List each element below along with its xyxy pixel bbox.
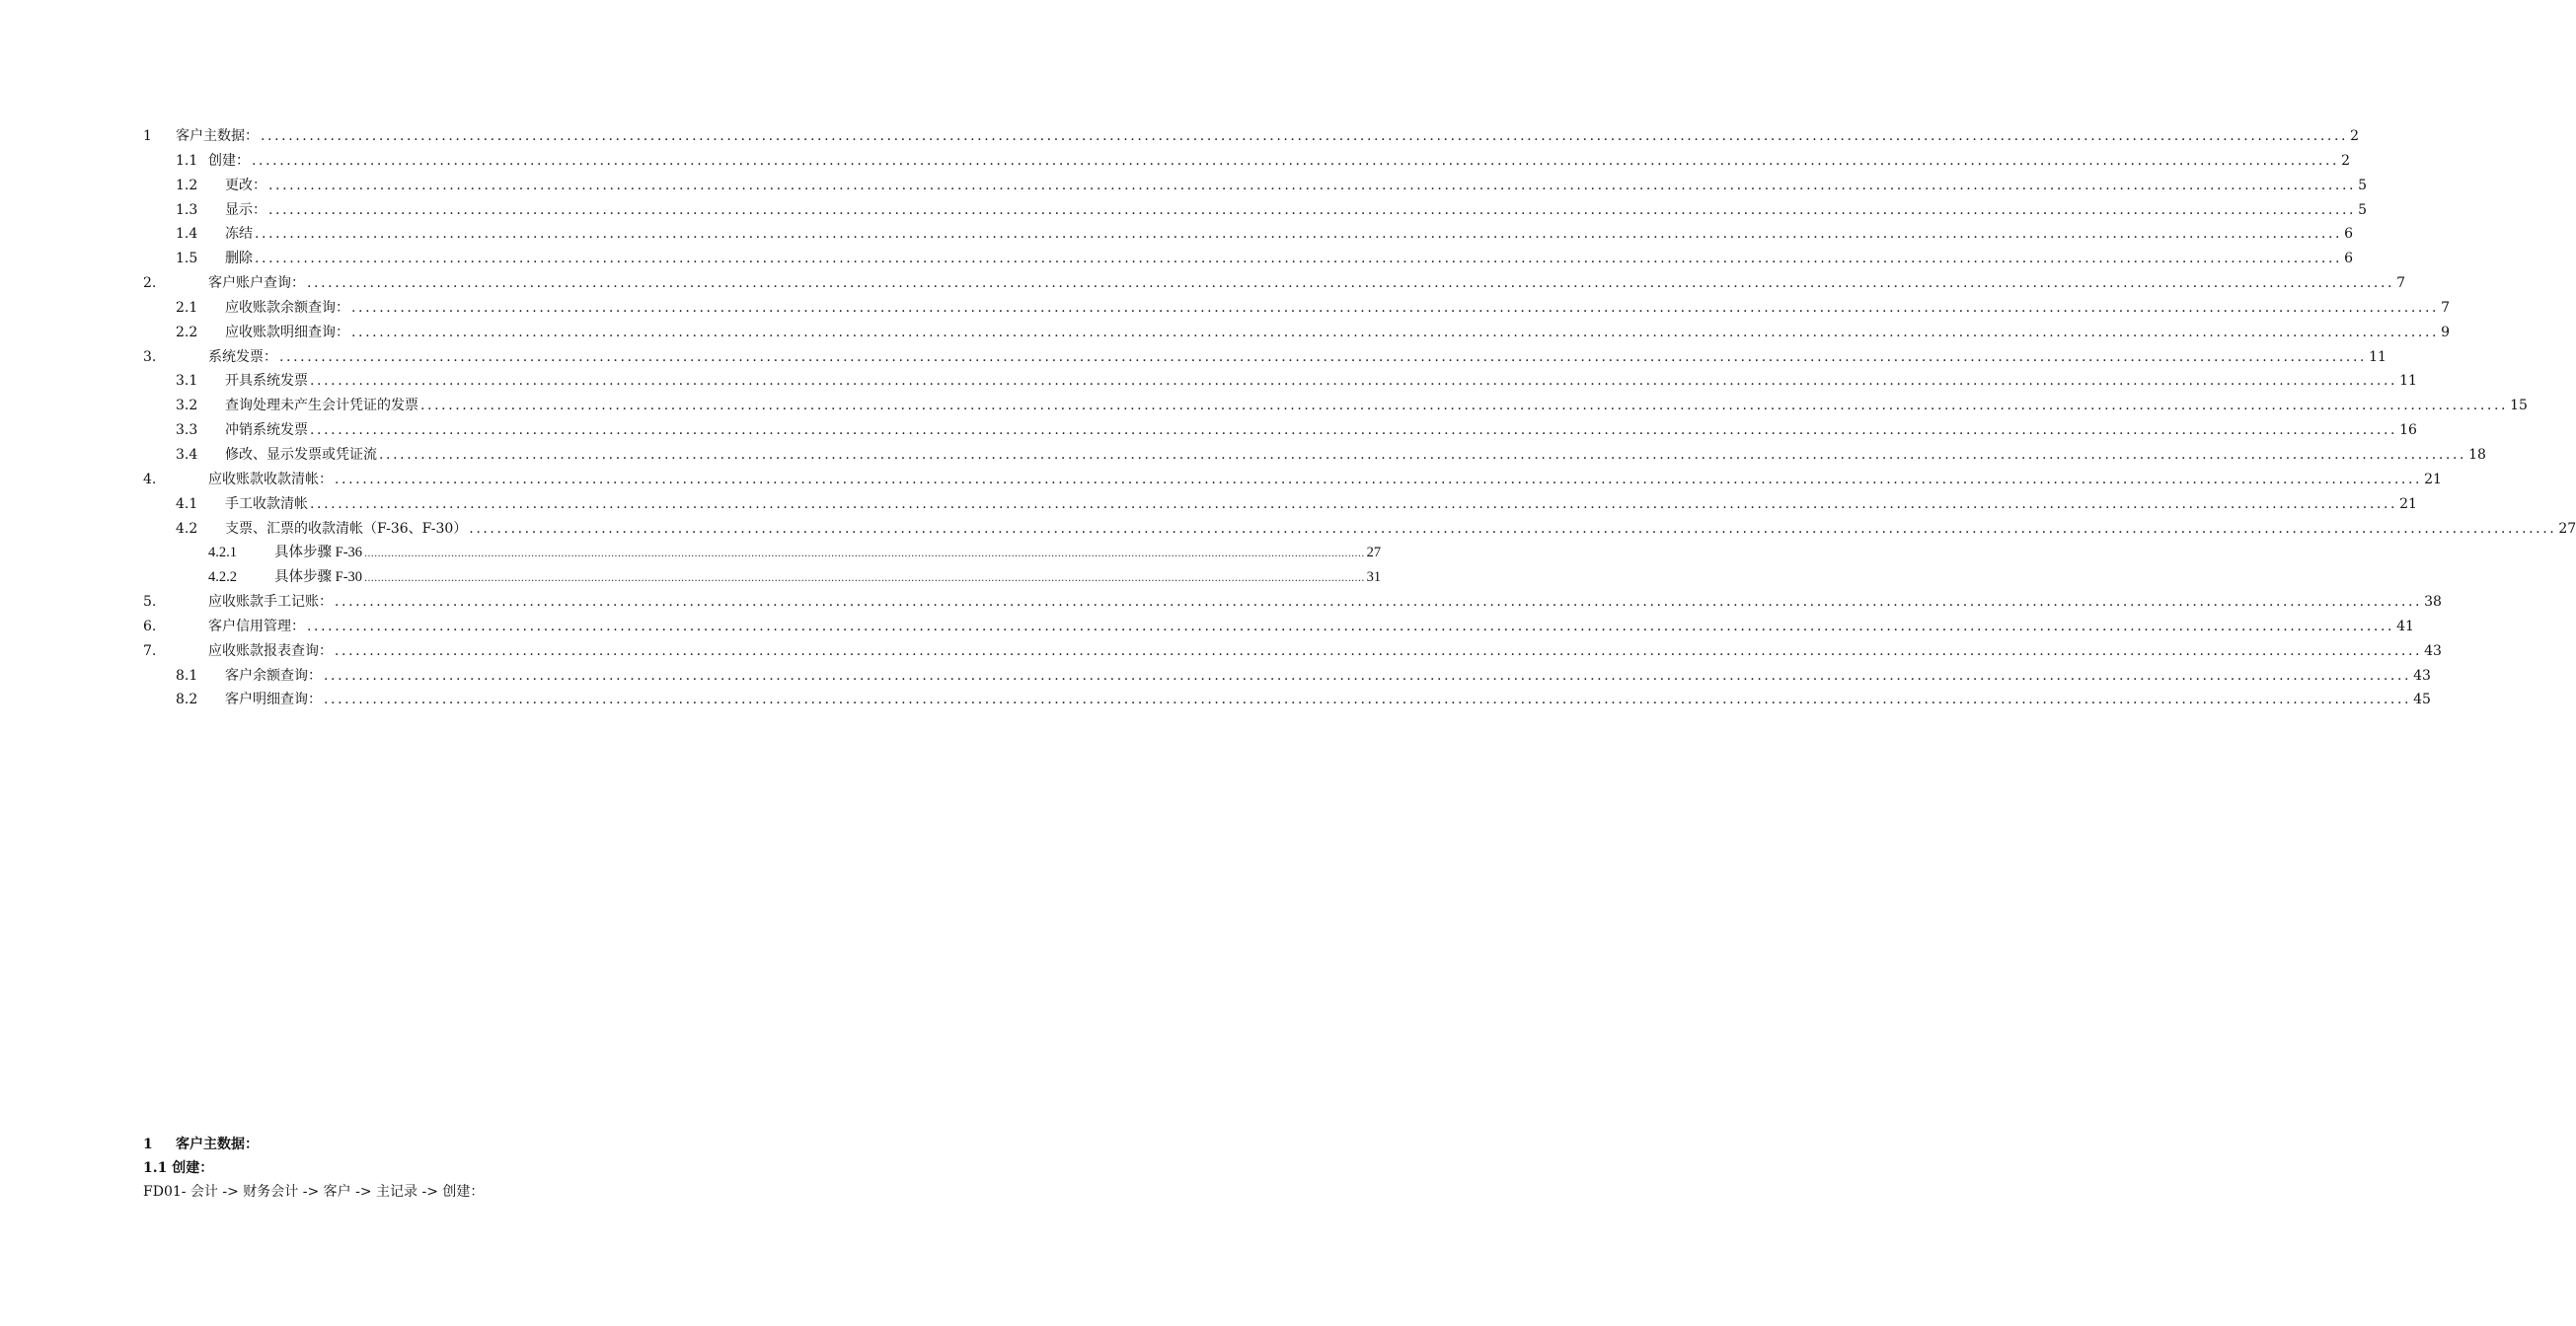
toc-entry[interactable]	[143, 492, 2417, 517]
toc-entry-title: 修改、显示发票或凭证流	[225, 446, 377, 463]
toc-entry-number: 7.	[143, 642, 157, 659]
toc-entry-page-number: 6	[2344, 251, 2353, 267]
toc-dot-leader: ............................................................................................................................................................................................................................................................................................................	[268, 201, 2357, 218]
toc-entry-title: 冲销系统发票	[225, 422, 308, 439]
toc-entry-number: 4.2	[176, 520, 198, 537]
toc-entry-title: 应收账款报表查询：	[208, 642, 333, 659]
toc-entry[interactable]	[143, 541, 1382, 565]
toc-entry[interactable]	[143, 369, 2417, 394]
toc-entry[interactable]	[143, 149, 2350, 174]
toc-entry-title: 应收账款收款清帐：	[208, 471, 333, 487]
toc-entry-number: 4.1	[176, 495, 198, 512]
toc-dot-leader: ............................................................................................................................................................................................................................................................................................................	[335, 642, 2423, 659]
toc-entry-number: 3.2	[176, 398, 198, 414]
toc-entry-number: 1.4	[176, 226, 198, 243]
toc-dot-leader: ............................................................................................................................................................................................................................................................................................................	[364, 549, 1365, 560]
toc-entry-number: 1	[143, 128, 152, 144]
toc-entry-number: 4.2.2	[208, 569, 237, 586]
toc-entry-number: 8.1	[176, 667, 198, 684]
toc-entry-page-number: 45	[2413, 692, 2431, 708]
toc-dot-leader: ............................................................................................................................................................................................................................................................................................................	[310, 495, 2398, 512]
toc-dot-leader: ............................................................................................................................................................................................................................................................................................................	[310, 422, 2398, 439]
toc-dot-leader: ............................................................................................................................................................................................................................................................................................................	[335, 471, 2423, 487]
toc-entry[interactable]	[143, 321, 2450, 345]
toc-entry-number: 1.1	[176, 152, 198, 169]
toc-entry-number: 1.5	[176, 251, 198, 267]
menu-path-text: FD01- 会计 -> 财务会计 -> 客户 -> 主记录 -> 创建：	[143, 1184, 485, 1200]
toc-entry-title: 创建：	[208, 152, 250, 169]
toc-dot-leader: ............................................................................................................................................................................................................................................................................................................	[335, 594, 2423, 611]
toc-entry[interactable]	[143, 345, 2387, 370]
toc-entry-page-number: 7	[2441, 299, 2450, 316]
toc-entry-number: 4.2.1	[208, 545, 237, 561]
toc-entry-number: 4.	[143, 471, 157, 487]
toc-dot-leader: ............................................................................................................................................................................................................................................................................................................	[268, 177, 2357, 193]
toc-entry-title: 查询处理未产生会计凭证的发票	[225, 398, 418, 414]
toc-entry[interactable]	[143, 565, 1382, 590]
toc-entry-page-number: 27	[1366, 545, 1382, 561]
toc-entry-title: 应收账款余额查询：	[225, 299, 349, 316]
toc-entry-title: 冻结	[225, 226, 253, 243]
toc-entry-title: 显示：	[225, 201, 266, 218]
toc-dot-leader: ............................................................................................................................................................................................................................................................................................................	[469, 520, 2557, 537]
toc-entry-page-number: 16	[2399, 422, 2417, 439]
toc-entry-number: 8.2	[176, 692, 198, 708]
toc-entry-number: 3.4	[176, 446, 198, 463]
toc-entry-number: 2.1	[176, 299, 198, 316]
toc-entry-title: 客户信用管理：	[208, 618, 305, 634]
document-body	[143, 1133, 796, 1204]
toc-entry-number: 3.3	[176, 422, 198, 439]
toc-entry[interactable]	[143, 468, 2442, 492]
toc-entry-title: 支票、汇票的收款清帐（F-36、F-30）	[225, 520, 468, 537]
toc-entry-title: 开具系统发票	[225, 373, 308, 390]
toc-entry[interactable]	[143, 664, 2431, 689]
toc-dot-leader: ............................................................................................................................................................................................................................................................................................................	[261, 128, 2349, 144]
toc-dot-leader: ............................................................................................................................................................................................................................................................................................................	[351, 324, 2440, 340]
toc-entry-page-number: 21	[2424, 471, 2442, 487]
toc-entry-number: 1.2	[176, 177, 198, 193]
toc-entry-page-number: 11	[2399, 373, 2417, 390]
toc-dot-leader: ............................................................................................................................................................................................................................................................................................................	[364, 573, 1365, 585]
toc-entry-title: 应收账款手工记账：	[208, 594, 333, 611]
toc-entry[interactable]	[143, 271, 2405, 296]
toc-entry[interactable]	[143, 418, 2417, 443]
toc-entry[interactable]	[143, 639, 2442, 664]
toc-dot-leader: ............................................................................................................................................................................................................................................................................................................	[307, 275, 2395, 292]
toc-entry-title: 删除	[225, 251, 253, 267]
toc-entry-page-number: 31	[1366, 569, 1382, 586]
toc-entry[interactable]	[143, 174, 2367, 198]
toc-dot-leader: ............................................................................................................................................................................................................................................................................................................	[255, 251, 2343, 267]
toc-entry-title: 系统发票：	[208, 348, 277, 365]
toc-entry-number: 3.1	[176, 373, 198, 390]
toc-dot-leader: ............................................................................................................................................................................................................................................................................................................	[351, 299, 2440, 316]
toc-entry[interactable]	[143, 517, 2576, 542]
toc-dot-leader: ............................................................................................................................................................................................................................................................................................................	[420, 398, 2509, 414]
toc-entry-number: 3.	[143, 348, 157, 365]
toc-entry-page-number: 15	[2510, 398, 2528, 414]
toc-entry[interactable]	[143, 590, 2442, 615]
toc-entry-title: 更改：	[225, 177, 266, 193]
toc-entry-title: 应收账款明细查询：	[225, 324, 349, 340]
section-title: 客户主数据：	[176, 1137, 259, 1152]
toc-entry-page-number: 11	[2369, 348, 2387, 365]
toc-entry-title: 手工收款清帐	[225, 495, 308, 512]
toc-entry-page-number: 9	[2441, 324, 2450, 340]
toc-entry-title: 客户账户查询：	[208, 275, 305, 292]
subsection-heading: 1.1 创建：	[143, 1160, 214, 1176]
toc-dot-leader: ............................................................................................................................................................................................................................................................................................................	[324, 692, 2412, 708]
toc-entry-page-number: 2	[2350, 128, 2359, 144]
toc-entry-page-number: 5	[2358, 177, 2367, 193]
section-number: 1	[143, 1137, 153, 1152]
toc-entry[interactable]	[143, 296, 2450, 321]
toc-entry-page-number: 43	[2413, 667, 2431, 684]
toc-entry[interactable]	[143, 247, 2353, 271]
toc-entry-title: 具体步骤 F-36	[274, 545, 363, 561]
toc-entry[interactable]	[143, 443, 2486, 468]
toc-entry-page-number: 43	[2424, 642, 2442, 659]
toc-entry[interactable]	[143, 394, 2528, 418]
toc-entry-title: 客户明细查询：	[225, 692, 322, 708]
toc-entry-page-number: 38	[2424, 594, 2442, 611]
toc-entry[interactable]	[143, 124, 2359, 149]
toc-entry-page-number: 5	[2358, 201, 2367, 218]
toc-dot-leader: ............................................................................................................................................................................................................................................................................................................	[255, 226, 2343, 243]
toc-entry-page-number: 6	[2344, 226, 2353, 243]
toc-entry-page-number: 27	[2558, 520, 2576, 537]
toc-entry[interactable]	[143, 615, 2414, 639]
toc-entry-page-number: 2	[2341, 152, 2350, 169]
toc-entry[interactable]	[143, 688, 2431, 712]
toc-entry-number: 1.3	[176, 201, 198, 218]
toc-entry-page-number: 21	[2399, 495, 2417, 512]
table-of-contents	[143, 124, 2576, 712]
toc-entry-title: 具体步骤 F-30	[274, 569, 363, 586]
toc-entry-number: 6.	[143, 618, 157, 634]
toc-entry-number: 2.2	[176, 324, 198, 340]
toc-entry-page-number: 18	[2468, 446, 2486, 463]
toc-entry[interactable]	[143, 222, 2353, 247]
toc-dot-leader: ............................................................................................................................................................................................................................................................................................................	[324, 667, 2412, 684]
toc-entry[interactable]	[143, 198, 2367, 223]
toc-dot-leader: ............................................................................................................................................................................................................................................................................................................	[252, 152, 2340, 169]
toc-entry-page-number: 7	[2396, 275, 2405, 292]
toc-entry-page-number: 41	[2396, 618, 2414, 634]
toc-dot-leader: ............................................................................................................................................................................................................................................................................................................	[307, 618, 2395, 634]
toc-dot-leader: ............................................................................................................................................................................................................................................................................................................	[279, 348, 2368, 365]
toc-dot-leader: ............................................................................................................................................................................................................................................................................................................	[310, 373, 2398, 390]
section-heading	[143, 1133, 796, 1156]
toc-dot-leader: ............................................................................................................................................................................................................................................................................................................	[379, 446, 2467, 463]
toc-entry-title: 客户余额查询：	[225, 667, 322, 684]
toc-entry-number: 5.	[143, 594, 157, 611]
toc-entry-number: 2.	[143, 275, 157, 292]
toc-entry-title: 客户主数据：	[176, 128, 259, 144]
